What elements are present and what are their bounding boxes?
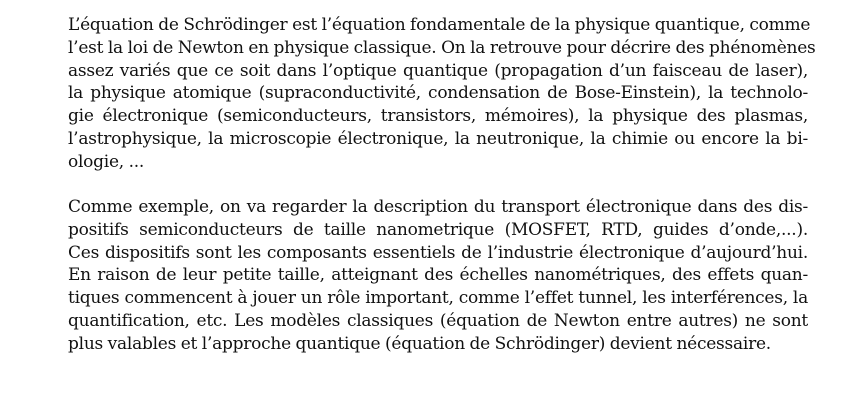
text-line: quantification, etc. Les modèles classiques (équation de Newton entre autres) ne sont bbox=[68, 310, 808, 331]
text-line: plus valables et l’approche quantique (équation de Schrödinger) devient nécessaire. bbox=[68, 333, 771, 354]
text-line: Ces dispositifs sont les composants essentiels de l’industrie électronique d’aujourd’hui. bbox=[68, 242, 808, 263]
text-line: L’équation de Schrödinger est l’équation fondamentale de la physique quantique, comme bbox=[68, 15, 811, 35]
document-page bbox=[68, 14, 816, 356]
text-line: l’est la loi de Newton en physique classique. On la retrouve pour décrire des phénomènes bbox=[68, 37, 816, 58]
text-line: tiques commencent à jouer un rôle important, comme l’effet tunnel, les interférences, la bbox=[68, 288, 808, 309]
text-line: Comme exemple, on va regarder la description du transport électronique dans des dis- bbox=[68, 196, 808, 217]
text-line: gie électronique (semiconducteurs, transistors, mémoires), la physique des plasmas, bbox=[68, 106, 808, 127]
paragraph-spacer bbox=[68, 174, 808, 196]
text-line: l’astrophysique, la microscopie électronique, la neutronique, la chimie ou encore la bi- bbox=[68, 128, 808, 149]
paragraph-electronic-transport bbox=[68, 196, 808, 356]
paragraph-schrodinger-intro bbox=[68, 14, 816, 174]
text-line: positifs semiconducteurs de taille nanometrique (MOSFET, RTD, guides d’onde,...). bbox=[68, 219, 808, 240]
text-line: En raison de leur petite taille, atteignant des échelles nanométriques, des effets quan- bbox=[68, 265, 808, 286]
text-line: assez variés que ce soit dans l’optique quantique (propagation d’un faisceau de laser), bbox=[68, 60, 808, 81]
text-line: ologie, ... bbox=[68, 151, 145, 172]
text-line: la physique atomique (supraconductivité, condensation de Bose-Einstein), la technolo- bbox=[68, 83, 808, 104]
